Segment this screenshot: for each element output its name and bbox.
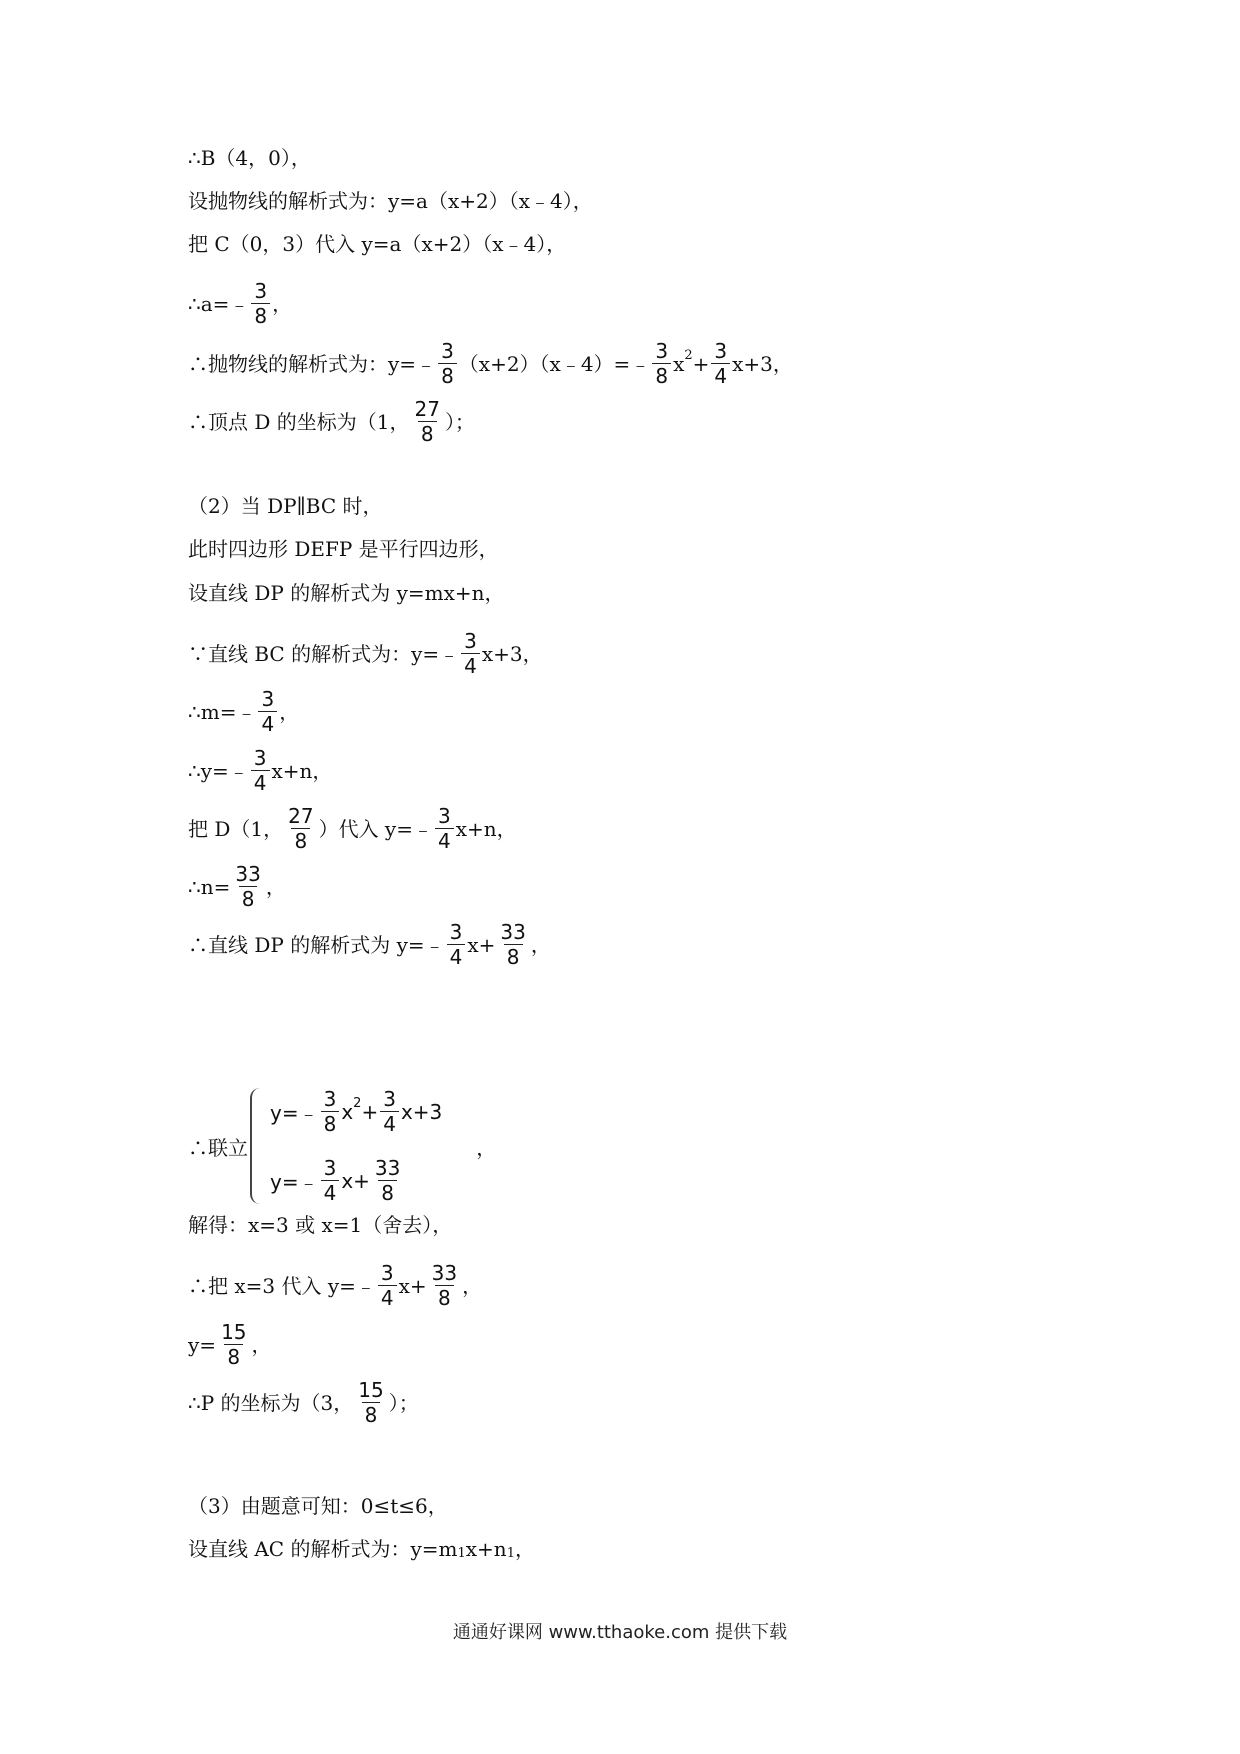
line-assume-parabola: 设抛物线的解析式为：y=a（x+2）（x﹣4）， [188,189,593,213]
system-row-line: y=﹣ $\frac{3}{4}$ x+ $\frac{33}{8}$ [270,1157,442,1204]
line-bc-expression: ∵直线 BC 的解析式为：y=﹣ $\frac{3}{4}$ x+3， [188,629,543,678]
fraction: $\frac{27}{8}$ [414,397,440,446]
fraction: $\frac{3}{4}$ [258,688,277,735]
system-row-parabola: y=﹣ $\frac{3}{8}$ x 2 + $\frac{3}{4}$ x+3 [270,1087,443,1136]
line-substitute-x3: ∴把 x=3 代入 y=﹣ $\frac{3}{4}$ x+ $\frac{33}{8}$ ， [188,1261,483,1310]
line-y-expression: ∴y=﹣ $\frac{3}{4}$ x+n， [188,746,333,795]
fraction: $\frac{3}{8}$ [652,340,671,387]
line-solutions: 解得：x=3 或 x=1（舍去）， [188,1213,453,1237]
fraction: $\frac{3}{8}$ [438,340,457,387]
equation-system: ∴联立 y=﹣ $\frac{3}{8}$ x 2 + $\frac{3}{4}$ x+3 y=﹣ $\frac{3}{4}$ x+ $\frac{33}{8}$ ， [188,1087,497,1205]
line-substitute-c: 把 C（0，3）代入 y=a（x+2）（x﹣4）， [188,232,567,256]
fraction: $\frac{3}{4}$ [378,1262,397,1309]
fraction: $\frac{33}{8}$ [500,920,526,969]
fraction: $\frac{15}{8}$ [221,1320,247,1369]
fraction: $\frac{3}{4}$ [251,747,270,794]
line-assume-dp: 设直线 DP 的解析式为 y=mx+n， [188,581,505,605]
line-dp-expression: ∴直线 DP 的解析式为 y=﹣ $\frac{3}{4}$ x+ $\frac{33}{8}$ ， [188,920,551,969]
fraction: $\frac{3}{4}$ [711,340,730,387]
fraction: $\frac{33}{8}$ [374,1156,401,1205]
line-y-value: y= $\frac{15}{8}$ ， [188,1320,272,1369]
line-substitute-d: 把 D（1， $\frac{27}{8}$ ）代入 y=﹣ $\frac{3}{4}$ x+n， [188,804,517,853]
line-parallelogram: 此时四边形 DEFP 是平行四边形， [188,537,499,561]
system-rows [270,1088,442,1204]
fraction: $\frac{3}{4}$ [321,1157,340,1204]
fraction: $\frac{3}{4}$ [461,630,480,677]
fraction: $\frac{27}{8}$ [288,804,314,853]
line-b-point: ∴B（4，0）， [188,146,311,170]
line-n-value: ∴n= $\frac{33}{8}$ ， [188,862,286,911]
fraction: $\frac{33}{8}$ [235,862,261,911]
line-p-coordinates: ∴P 的坐标为（3， $\frac{15}{8}$ ）； [188,1378,419,1427]
line-a-value: ∴a=﹣ $\frac{3}{8}$ ， [188,279,293,328]
left-brace [250,1088,266,1204]
line-m-value: ∴m=﹣ $\frac{3}{4}$ ， [188,687,300,736]
fraction: $\frac{3}{4}$ [435,805,454,852]
fraction: $\frac{3}{8}$ [321,1088,340,1135]
line-part2-heading: （2）当 DP∥BC 时， [188,494,383,518]
line-part3-heading: （3）由题意可知：0≤t≤6， [188,1494,448,1518]
line-vertex-d: ∴顶点 D 的坐标为（1， $\frac{27}{8}$ ）； [188,397,475,446]
page-footer: 通通好课网 www.tthaoke.com 提供下载 [452,1622,788,1643]
fraction: $\frac{3}{8}$ [251,280,270,327]
fraction: $\frac{15}{8}$ [358,1378,384,1427]
line-assume-ac: 设直线 AC 的解析式为：y=m 1 x+n 1 ， [188,1537,535,1561]
fraction: $\frac{33}{8}$ [431,1261,458,1310]
fraction: $\frac{3}{4}$ [447,921,466,968]
line-parabola-expression: ∴抛物线的解析式为：y=﹣ $\frac{3}{8}$ （x+2）（x﹣4）=﹣ $\frac{3}{8}$ x 2 + $\frac{3}{4}$ x+3， [188,339,793,388]
fraction: $\frac{3}{4}$ [380,1088,399,1135]
